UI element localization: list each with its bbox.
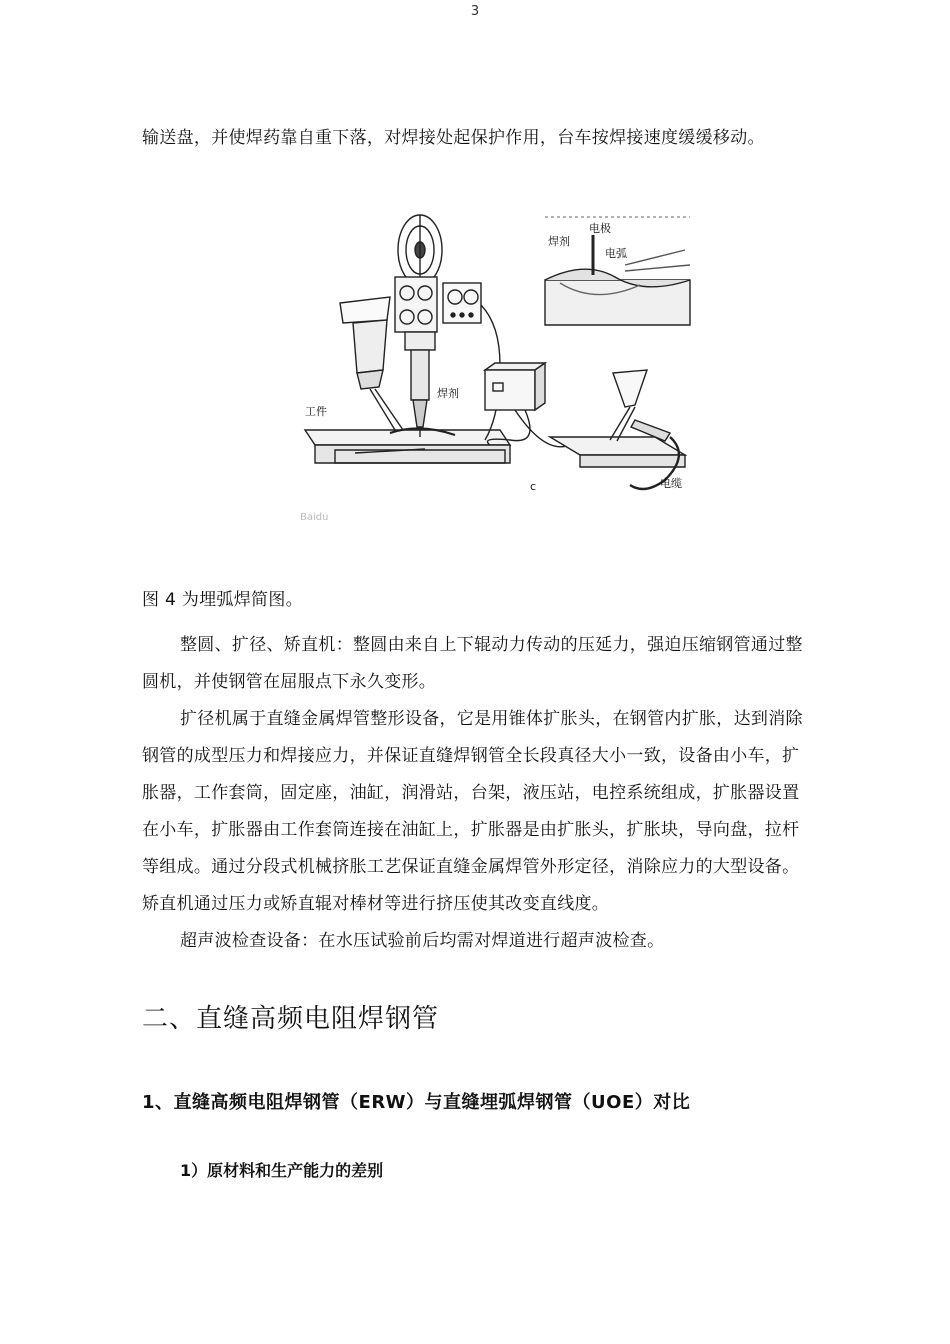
figure-caption-faint	[380, 562, 560, 570]
section-title: 二、直缝高频电阻焊钢管	[142, 1004, 440, 1034]
subsection-title: 1、直缝高频电阻焊钢管（ERW）与直缝埋弧焊钢管（UOE）对比	[142, 1092, 691, 1113]
intro-paragraph: 输送盘，并使焊药靠自重下落，对焊接处起保护作用，台车按焊接速度缓缓移动。	[142, 128, 765, 148]
label-flux-main: 焊剂	[437, 387, 459, 400]
figure-caption: 图 4 为埋弧焊简图。	[142, 590, 303, 610]
label-arc: 电弧	[605, 247, 627, 260]
watermark: Baidu	[300, 512, 329, 523]
page-number: 3	[470, 4, 480, 19]
label-panel-c: c	[530, 480, 537, 493]
paragraph-ultrasonic: 超声波检查设备：在水压试验前后均需对焊道进行超声波检查。	[180, 931, 665, 951]
paragraph-expander: 扩径机属于直缝金属焊管整形设备，它是用锥体扩胀头，在钢管内扩胀，达到消除钢管的成型压力和焊接应力，并保证直缝焊钢管全长段真径大小一致，设备由小车，扩胀器，工作套筒，固定座，油缸，润滑站，台架，液压站，电控系统组成，扩胀器设置在小车，扩胀器由工作套筒连接在油缸上，扩胀器是由扩胀头，扩胀块，导向盘，拉杆等组成。通过分段式机械挤胀工艺保证直缝金属焊管外形定径，消除应力的大型设备。矫直机通过压力或矫直辊对棒材等进行挤压使其改变直线度。	[142, 709, 803, 914]
label-workpiece: 工件	[305, 405, 327, 418]
label-flux-top: 焊剂	[548, 235, 570, 248]
label-cable: 电缆	[660, 477, 682, 490]
submerged-arc-welding-diagram	[295, 205, 705, 525]
subsubsection-title: 1）原材料和生产能力的差别	[180, 1161, 384, 1180]
label-electrode: 电极	[589, 222, 611, 235]
paragraph-rounding: 整圆、扩径、矫直机：整圆由来自上下辊动力传动的压延力，强迫压缩钢管通过整圆机，并使钢管在屈服点下永久变形。	[142, 635, 803, 692]
